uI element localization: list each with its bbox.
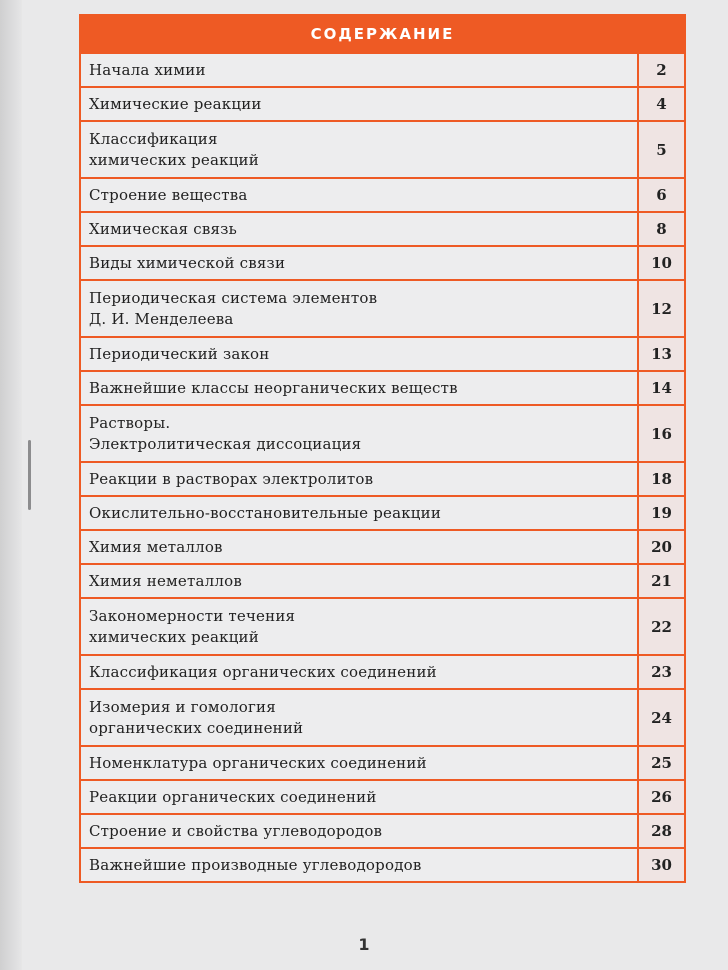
toc-entry-title: Классификация органических соединений bbox=[89, 662, 437, 681]
toc-row[interactable] bbox=[81, 120, 684, 177]
toc-entry-title: Реакции в растворах электролитов bbox=[89, 469, 374, 488]
toc-row[interactable] bbox=[81, 779, 684, 813]
toc-row[interactable] bbox=[81, 495, 684, 529]
toc-row[interactable] bbox=[81, 563, 684, 597]
binding-mark bbox=[28, 440, 31, 510]
toc-row[interactable] bbox=[81, 404, 684, 461]
toc-entry-title: Реакции органических соединений bbox=[89, 787, 377, 806]
toc-entry-page: 28 bbox=[637, 815, 684, 847]
toc-entry-title: Периодический закон bbox=[89, 344, 270, 363]
toc-row[interactable] bbox=[81, 847, 684, 881]
toc-header: СОДЕРЖАНИЕ bbox=[81, 16, 684, 52]
toc-entry-title: Периодическая система элементов Д. И. Менделеева bbox=[89, 288, 378, 328]
toc-row[interactable] bbox=[81, 597, 684, 654]
toc-row[interactable] bbox=[81, 370, 684, 404]
toc-entry-title: Виды химической связи bbox=[89, 253, 286, 272]
toc-entry-title: Химические реакции bbox=[89, 94, 262, 113]
toc-entry-page: 24 bbox=[637, 690, 684, 745]
toc-row[interactable] bbox=[81, 52, 684, 86]
toc-entry-page: 5 bbox=[637, 122, 684, 177]
toc-entry-page: 14 bbox=[637, 372, 684, 404]
toc-row[interactable] bbox=[81, 529, 684, 563]
toc-entry-page: 2 bbox=[637, 54, 684, 86]
toc-entry-page: 4 bbox=[637, 88, 684, 120]
toc-row[interactable] bbox=[81, 813, 684, 847]
toc-entry-title: Важнейшие производные углеводородов bbox=[89, 855, 422, 874]
toc-entry-title: Растворы. Электролитическая диссоциация bbox=[89, 413, 362, 453]
toc-entry-page: 6 bbox=[637, 179, 684, 211]
table-of-contents bbox=[79, 14, 686, 883]
toc-entry-title: Химия металлов bbox=[89, 537, 223, 556]
toc-entry-title: Классификация химических реакций bbox=[89, 129, 259, 169]
toc-row[interactable] bbox=[81, 279, 684, 336]
toc-entry-title: Изомерия и гомология органических соединений bbox=[89, 697, 304, 737]
toc-entry-page: 25 bbox=[637, 747, 684, 779]
toc-entry-page: 30 bbox=[637, 849, 684, 881]
toc-row[interactable] bbox=[81, 654, 684, 688]
toc-row[interactable] bbox=[81, 336, 684, 370]
toc-row[interactable] bbox=[81, 745, 684, 779]
page-edge-shadow bbox=[0, 0, 22, 970]
page-number: 1 bbox=[358, 935, 370, 954]
toc-entry-page: 19 bbox=[637, 497, 684, 529]
toc-entry-title: Окислительно-восстановительные реакции bbox=[89, 503, 442, 522]
toc-entry-page: 13 bbox=[637, 338, 684, 370]
toc-entry-page: 23 bbox=[637, 656, 684, 688]
toc-row[interactable] bbox=[81, 461, 684, 495]
toc-entry-page: 18 bbox=[637, 463, 684, 495]
toc-entry-page: 26 bbox=[637, 781, 684, 813]
toc-entry-title: Строение вещества bbox=[89, 185, 248, 204]
toc-entry-title: Химическая связь bbox=[89, 219, 237, 238]
toc-entry-page: 20 bbox=[637, 531, 684, 563]
toc-entry-page: 22 bbox=[637, 599, 684, 654]
toc-entry-title: Химия неметаллов bbox=[89, 571, 242, 590]
toc-entry-title: Строение и свойства углеводородов bbox=[89, 821, 383, 840]
toc-entry-page: 10 bbox=[637, 247, 684, 279]
toc-entry-page: 12 bbox=[637, 281, 684, 336]
toc-row[interactable] bbox=[81, 211, 684, 245]
toc-row[interactable] bbox=[81, 688, 684, 745]
toc-row[interactable] bbox=[81, 86, 684, 120]
toc-entry-title: Важнейшие классы неорганических веществ bbox=[89, 378, 458, 397]
toc-entry-title: Начала химии bbox=[89, 60, 206, 79]
toc-entry-title: Закономерности течения химических реакций bbox=[89, 606, 296, 646]
toc-entry-page: 21 bbox=[637, 565, 684, 597]
toc-entry-page: 8 bbox=[637, 213, 684, 245]
toc-rows bbox=[81, 52, 684, 881]
toc-row[interactable] bbox=[81, 177, 684, 211]
toc-row[interactable] bbox=[81, 245, 684, 279]
toc-entry-page: 16 bbox=[637, 406, 684, 461]
toc-entry-title: Номенклатура органических соединений bbox=[89, 753, 427, 772]
